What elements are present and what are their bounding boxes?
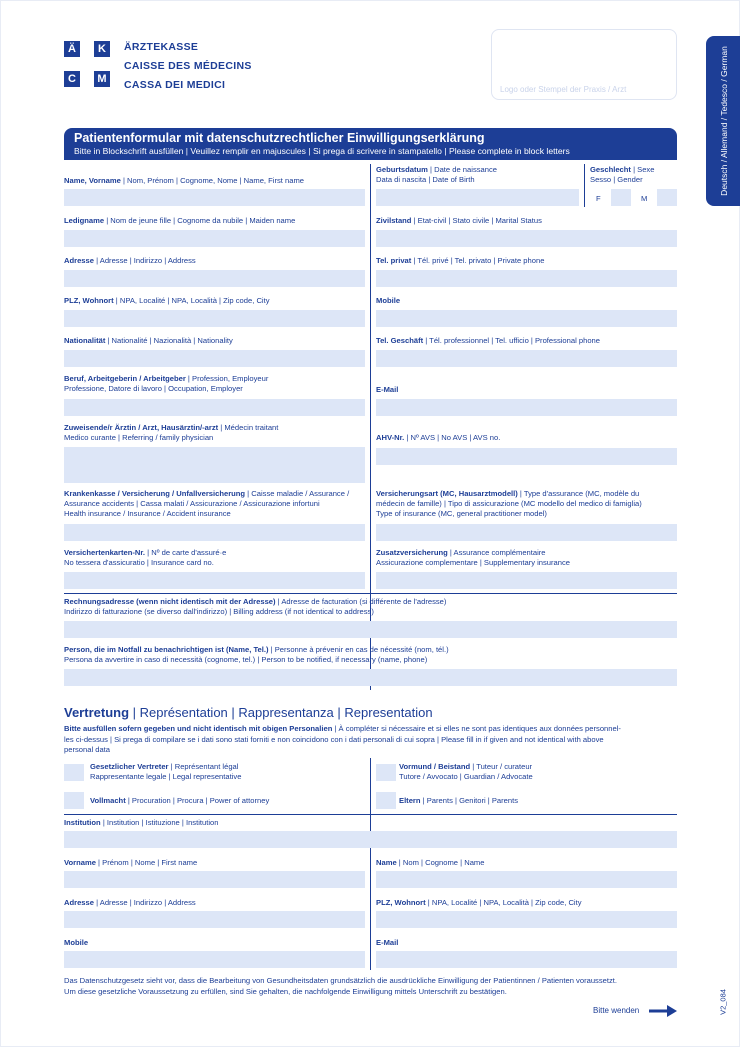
rep-zip-city-field[interactable] xyxy=(376,911,677,928)
billing-address-label: Rechnungsadresse (wenn nicht identisch mit der Adresse) | Adresse de facturation (si différente de l'adresse) Indirizzo di fatturazione (se diverso dall'indirizzo) | Billing address (if not identical to address) xyxy=(64,597,447,616)
insurance-type-field[interactable] xyxy=(376,524,677,541)
email-label: E-Mail xyxy=(376,385,399,394)
sex-f-label: F xyxy=(596,194,601,203)
health-insurance-field[interactable] xyxy=(64,524,365,541)
occupation-label: Beruf, Arbeitgeberin / Arbeitgeber | Profession, Employeur Professione, Datore di lavoro | Occupation, Employer xyxy=(64,374,269,393)
practice-stamp-box[interactable] xyxy=(491,29,677,100)
form-banner xyxy=(64,128,677,160)
emergency-contact-label: Person, die im Notfall zu benachrichtigen ist (Name, Tel.) | Personne à prévenir en cas de nécessité (nom, tél.) Persona da avvertire in caso di necessità (cognome, tel.) | Person to be notified, if necessary (name, phone) xyxy=(64,645,449,664)
emergency-contact-field[interactable] xyxy=(64,669,677,686)
rep-email-field[interactable] xyxy=(376,951,677,968)
representation-intro: Bitte ausfüllen sofern gegeben und nicht identisch mit obigen Personalien | À compléter si nécessaire et si elles ne sont pas identiques aux données personnel- les ci-dessus | Si prega di compilare se i dati sono stati forniti e non coincidono con i dati personali di cui sopra | Please fill in if given and not identical with above personal data xyxy=(64,724,621,754)
institution-label: Institution | Institution | Istituzione | Institution xyxy=(64,818,219,827)
private-phone-label: Tel. privat | Tél. privé | Tel. privato | Private phone xyxy=(376,256,545,265)
representation-title: Vertretung | Représentation | Rappresentanza | Representation xyxy=(64,705,433,720)
referring-physician-field[interactable] xyxy=(64,447,365,483)
mobile-label: Mobile xyxy=(376,296,401,305)
insurance-type-label: Versicherungsart (MC, Hausarztmodell) | Type d'assurance (MC, modèle du médecin de famille) | Tipo di assicurazione (MC modello del medico di famiglia) Type of insurance (MC, general practitioner model) xyxy=(376,489,642,518)
name-label: Name, Vorname | Nom, Prénom | Cognome, Nome | Name, First name xyxy=(64,176,305,185)
legal-representative-label: Gesetzlicher Vertreter | Représentant légal Rappresentante legale | Legal representative xyxy=(90,762,242,781)
language-tab xyxy=(706,36,740,206)
aek-logo xyxy=(64,41,110,87)
email-field[interactable] xyxy=(376,399,677,416)
rep-address-label: Adresse | Adresse | Indirizzo | Address xyxy=(64,898,196,907)
maiden-name-field[interactable] xyxy=(64,230,365,247)
logo-letter: C xyxy=(64,71,80,87)
rep-zip-city-label: PLZ, Wohnort | NPA, Localité | NPA, Località | Zip code, City xyxy=(376,898,582,907)
turn-page-label: Bitte wenden xyxy=(593,1006,640,1015)
version-code: V2_084 xyxy=(718,989,728,1015)
sex-f-checkbox[interactable] xyxy=(611,189,631,206)
sex-divider xyxy=(584,164,585,207)
civil-status-field[interactable] xyxy=(376,230,677,247)
rep-name-label: Name | Nom | Cognome | Name xyxy=(376,858,485,867)
logo-letter: Ä xyxy=(64,41,80,57)
sex-label: Geschlecht | Sexe Sesso | Gender xyxy=(590,165,655,184)
parents-label: Eltern | Parents | Genitori | Parents xyxy=(399,796,519,805)
ahv-number-field[interactable] xyxy=(376,448,677,465)
insurance-card-label: Versichertenkarten-Nr. | Nº de carte d'assuré·e No tessera d'assicuratio | Insurance card no. xyxy=(64,548,227,567)
arrow-right-icon xyxy=(649,1005,677,1017)
stamp-label: Logo oder Stempel der Praxis / Arzt xyxy=(500,85,627,94)
language-tab-label: Deutsch / Allemand / Tedesco / German xyxy=(718,46,729,196)
nationality-label: Nationalität | Nationalité | Nazionalità | Nationality xyxy=(64,336,233,345)
parents-checkbox[interactable] xyxy=(376,792,396,809)
billing-divider xyxy=(64,593,677,594)
sex-m-checkbox[interactable] xyxy=(657,189,677,206)
legal-representative-checkbox[interactable] xyxy=(64,764,84,781)
zip-city-label: PLZ, Wohnort | NPA, Localité | NPA, Località | Zip code, City xyxy=(64,296,270,305)
private-phone-field[interactable] xyxy=(376,270,677,287)
power-of-attorney-checkbox[interactable] xyxy=(64,792,84,809)
occupation-field[interactable] xyxy=(64,399,365,416)
civil-status-label: Zivilstand | Etat-civil | Stato civile | Marital Status xyxy=(376,216,542,225)
address-label: Adresse | Adresse | Indirizzo | Address xyxy=(64,256,196,265)
ahv-number-label: AHV-Nr. | Nº AVS | No AVS | AVS no. xyxy=(376,433,501,442)
sex-m-label: M xyxy=(641,194,648,203)
address-field[interactable] xyxy=(64,270,365,287)
name-field[interactable] xyxy=(64,189,365,206)
insurance-card-field[interactable] xyxy=(64,572,365,589)
power-of-attorney-label: Vollmacht | Procuration | Procura | Power of attorney xyxy=(90,796,270,805)
data-protection-notice: Das Datenschutzgesetz sieht vor, dass die Bearbeitung von Gesundheitsdaten grundsätzlich die ausdrückliche Einwilligung der Patientinnen / Patienten voraussetzt. Um diese gesetzliche Voraussetzung zu erfüllen, sind Sie gehalten, die nachfolgende Einwilligung mittels Unterschrift zu bestätigen. xyxy=(64,976,617,996)
rep-address-field[interactable] xyxy=(64,911,365,928)
maiden-name-label: Ledigname | Nom de jeune fille | Cognome da nubile | Maiden name xyxy=(64,216,296,225)
form-subtitle: Bitte in Blockschrift ausfüllen | Veuillez remplir en majuscules | Si prega di scrivere in stampatello | Please complete in block letters xyxy=(74,146,570,156)
dob-field[interactable] xyxy=(376,189,579,206)
supplementary-insurance-field[interactable] xyxy=(376,572,677,589)
referring-physician-label: Zuweisende/r Ärztin / Arzt, Hausärztin/-arzt | Médecin traitant Medico curante | Referring / family physician xyxy=(64,423,279,442)
rep-first-name-label: Vorname | Prénom | Nome | First name xyxy=(64,858,198,867)
billing-address-field[interactable] xyxy=(64,621,677,638)
health-insurance-label: Krankenkasse / Versicherung / Unfallversicherung | Caisse maladie / Assurance / Assurance accidents | Cassa malati / Assicurazione / Assicurazione infortuni Health insurance / Insurance / Accident insurance xyxy=(64,489,350,518)
org-name-it: CASSA DEI MEDICI xyxy=(124,79,226,91)
dob-label: Geburtsdatum | Date de naissance Data di nascita | Date of Birth xyxy=(376,165,497,184)
rep-first-name-field[interactable] xyxy=(64,871,365,888)
rep-column-divider xyxy=(370,758,371,970)
institution-divider xyxy=(64,814,677,815)
institution-field[interactable] xyxy=(64,831,677,848)
form-title: Patientenformular mit datenschutzrechtlicher Einwilligungserklärung xyxy=(74,131,485,145)
rep-name-field[interactable] xyxy=(376,871,677,888)
rep-email-label: E-Mail xyxy=(376,938,399,947)
org-name-fr: CAISSE DES MÉDECINS xyxy=(124,60,252,72)
supplementary-insurance-label: Zusatzversicherung | Assurance complémentaire Assicurazione complementare | Supplementary insurance xyxy=(376,548,571,567)
guardian-label: Vormund / Beistand | Tuteur / curateur Tutore / Avvocato | Guardian / Advocate xyxy=(399,762,533,781)
rep-mobile-label: Mobile xyxy=(64,938,89,947)
logo-letter: M xyxy=(94,71,110,87)
org-name-de: ÄRZTEKASSE xyxy=(124,41,199,53)
guardian-checkbox[interactable] xyxy=(376,764,396,781)
mobile-field[interactable] xyxy=(376,310,677,327)
zip-city-field[interactable] xyxy=(64,310,365,327)
nationality-field[interactable] xyxy=(64,350,365,367)
business-phone-field[interactable] xyxy=(376,350,677,367)
rep-mobile-field[interactable] xyxy=(64,951,365,968)
logo-letter: K xyxy=(94,41,110,57)
business-phone-label: Tel. Geschäft | Tél. professionnel | Tel. ufficio | Professional phone xyxy=(376,336,601,345)
